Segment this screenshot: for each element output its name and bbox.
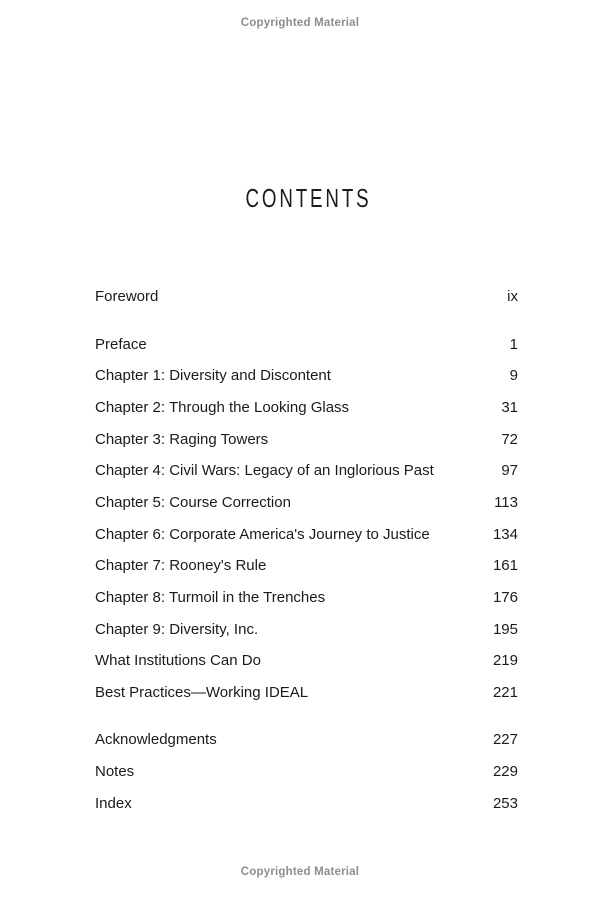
toc-entry <box>95 550 518 582</box>
toc-entry <box>95 613 518 645</box>
toc-entry-page: 221 <box>492 684 518 702</box>
toc-entry-page: 9 <box>509 367 518 385</box>
copyright-watermark-top: Copyrighted Material <box>240 17 360 29</box>
toc-entry <box>95 724 518 756</box>
toc-entry-label: Best Practices—Working IDEAL <box>95 684 309 702</box>
toc-group <box>95 328 518 708</box>
toc-entry-label: Acknowledgments <box>95 731 217 749</box>
page-title-text: CONTENTS <box>245 183 372 213</box>
toc-entry <box>95 328 518 360</box>
toc-entry-label: Preface <box>95 335 147 353</box>
toc-entry-label: Chapter 2: Through the Looking Glass <box>95 398 350 416</box>
toc-entry <box>95 360 518 392</box>
toc-entry-label: Chapter 3: Raging Towers <box>95 430 269 448</box>
toc-entry <box>95 756 518 788</box>
toc-group <box>95 281 518 313</box>
toc-entry-page: 1 <box>509 335 518 353</box>
toc-entry <box>95 281 518 313</box>
toc-entry-page: 161 <box>492 557 518 575</box>
toc-entry-page: 219 <box>492 652 518 670</box>
toc-entry-label: Index <box>95 794 132 812</box>
table-of-contents <box>95 281 518 819</box>
toc-entry-label: Chapter 4: Civil Wars: Legacy of an Inglorious Past <box>95 462 434 480</box>
toc-entry-page: 113 <box>494 493 518 511</box>
toc-entry <box>95 423 518 455</box>
toc-entry-label: Chapter 1: Diversity and Discontent <box>95 367 331 385</box>
toc-entry-page: 176 <box>492 589 518 607</box>
toc-entry-page: 195 <box>492 620 518 638</box>
toc-entry <box>95 582 518 614</box>
toc-entry <box>95 392 518 424</box>
toc-entry-page: 97 <box>501 462 518 480</box>
page-title <box>95 183 518 214</box>
toc-entry-page: 31 <box>501 398 518 416</box>
toc-entry <box>95 518 518 550</box>
toc-entry-label: Chapter 9: Diversity, Inc. <box>95 620 259 638</box>
toc-entry-label: Notes <box>95 762 135 780</box>
toc-entry-label: Chapter 7: Rooney's Rule <box>95 557 267 575</box>
toc-entry-page: 72 <box>501 430 518 448</box>
toc-entry <box>95 487 518 519</box>
toc-entry <box>95 677 518 709</box>
toc-group <box>95 724 518 819</box>
toc-entry-label: Chapter 5: Course Correction <box>95 493 291 511</box>
toc-entry <box>95 787 518 819</box>
copyright-watermark-bottom: Copyrighted Material <box>240 866 360 878</box>
toc-entry-label: Foreword <box>95 288 159 306</box>
toc-entry-page: 253 <box>492 794 518 812</box>
toc-entry <box>95 455 518 487</box>
toc-entry <box>95 645 518 677</box>
toc-entry-page: 134 <box>492 525 518 543</box>
toc-entry-label: Chapter 6: Corporate America's Journey to Justice <box>95 525 430 543</box>
toc-entry-page: 227 <box>492 731 518 749</box>
toc-entry-label: What Institutions Can Do <box>95 652 261 670</box>
toc-entry-page: ix <box>507 288 518 306</box>
toc-entry-page: 229 <box>492 762 518 780</box>
toc-entry-label: Chapter 8: Turmoil in the Trenches <box>95 589 326 607</box>
